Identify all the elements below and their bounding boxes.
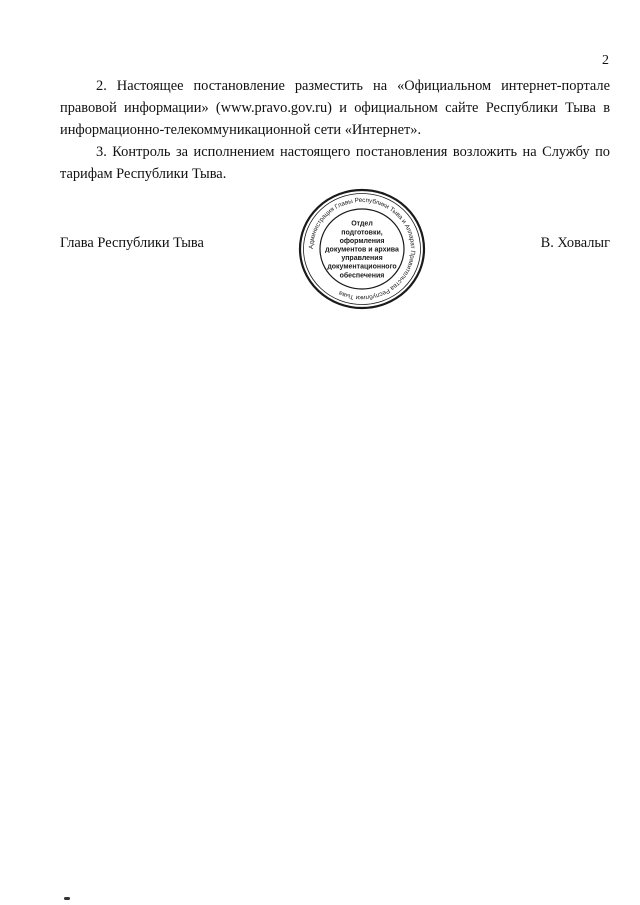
stamp-center-line: оформления — [339, 237, 385, 245]
stamp-center-line: документационного — [327, 263, 397, 271]
signatory-name: В. Ховалыг — [540, 235, 610, 251]
stamp-center-line: Отдел — [351, 220, 373, 228]
stamp-ring-text: Администрация Главы Республики Тыва и Аппарат Правительства Республики Тыва — [307, 196, 417, 302]
paragraph-control: 3. Контроль за исполнением настоящего постановления возложить на Службу по тарифам Республики Тыва. — [60, 144, 610, 182]
page-number: 2 — [602, 53, 609, 68]
scan-corner-mark — [64, 897, 70, 900]
stamp-center-line: документов и архива — [325, 246, 399, 254]
stamp-center-line: подготовки, — [341, 229, 383, 237]
official-stamp — [298, 188, 426, 310]
document-body — [60, 75, 610, 185]
stamp-center-line: управления — [341, 255, 383, 263]
stamp-center-line: обеспечения — [339, 272, 385, 280]
stamp-seal-graphic — [298, 188, 426, 310]
paragraph-publication: 2. Настоящее постановление разместить на «Официальном интернет-портале правовой информации» (www.pravo.gov.ru) и официальном сайте Республики Тыва в информационно-телекоммуникационной сети «Интернет». — [60, 78, 610, 138]
signatory-title: Глава Республики Тыва — [60, 235, 204, 251]
stamp-center-text — [325, 221, 399, 280]
